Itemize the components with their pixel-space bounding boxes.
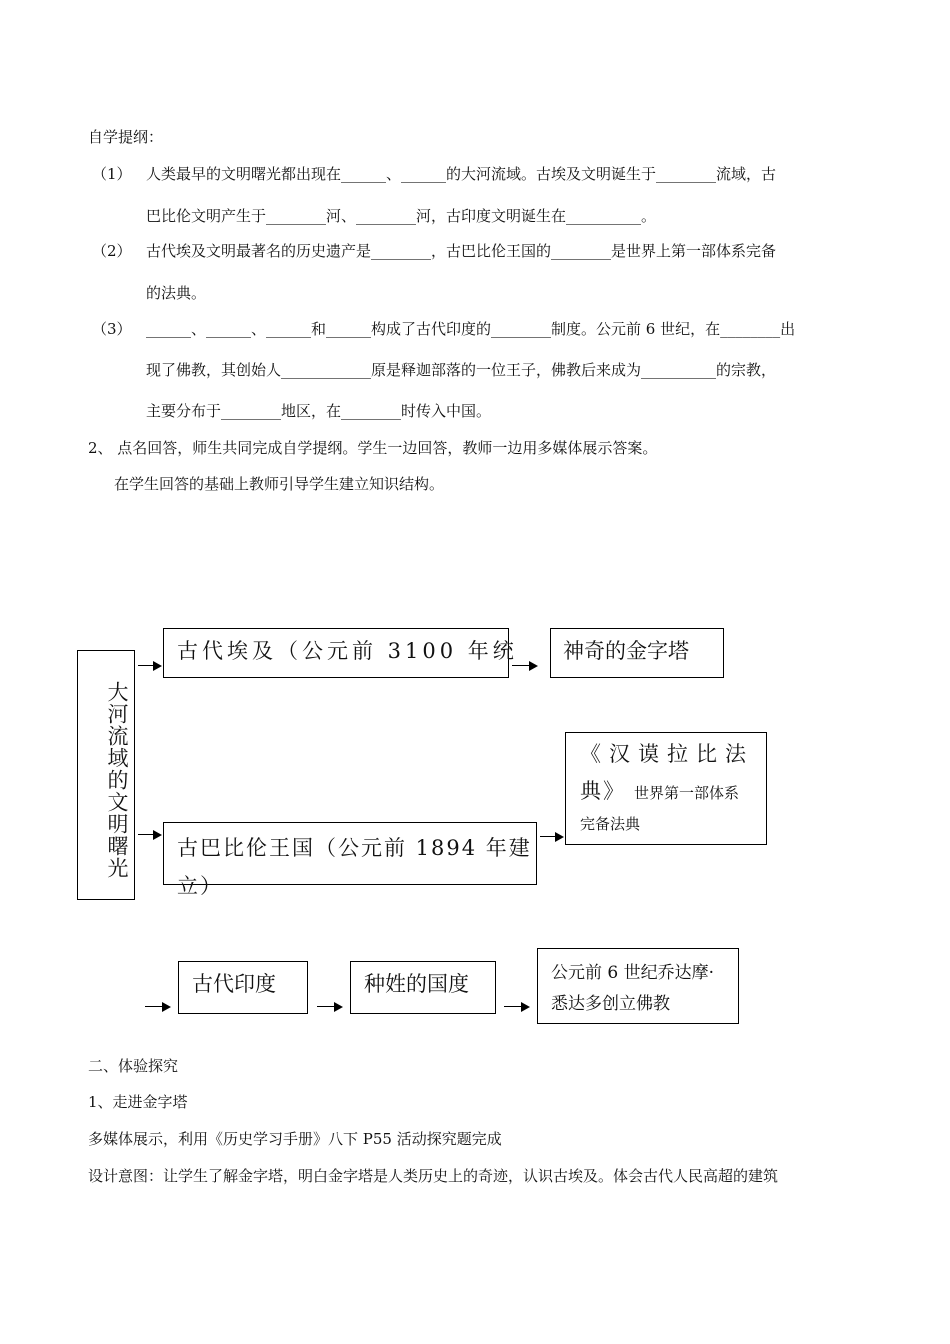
outline-heading: 自学提纲： (88, 128, 164, 146)
section-2-line-1: 多媒体展示，利用《历史学习手册》八下 P55 活动探究题完成 (88, 1130, 502, 1148)
arrow-right-icon (138, 828, 162, 842)
section-2-title: 二、体验探究 (88, 1057, 179, 1075)
pyramid-label: 神奇的金字塔 (563, 639, 689, 663)
buddhism-line-1: 公元前 6 世纪乔达摩· (551, 963, 715, 983)
arrow-right-icon (138, 659, 162, 673)
buddhism-box (537, 948, 739, 1024)
india-box (178, 961, 308, 1014)
step-2-text: 2、 点名回答，师生共同完成自学提纲。学生一边回答，教师一边用多媒体展示答案。 (88, 439, 658, 457)
india-label: 古代印度 (192, 972, 276, 996)
arrow-right-icon (317, 1000, 343, 1014)
root-box (77, 650, 135, 900)
outline-item-2-line-2: 的法典。 (146, 284, 207, 302)
buddhism-line-2: 悉达多创立佛教 (551, 994, 670, 1014)
outline-item-3-line-2: 现了佛教，其创始人____________原是释迦部落的一位王子，佛教后来成为__________的宗教， (146, 361, 777, 379)
babylon-label: 古巴比伦王国（公元前 1894 年建立） (177, 836, 532, 898)
babylon-box (163, 822, 537, 898)
hammurabi-desc-2: 完备法典 (580, 815, 641, 833)
hammurabi-desc-1: 世界第一部体系 (634, 784, 740, 802)
hammurabi-title-2: 典》 (580, 779, 626, 803)
step-2-subtext: 在学生回答的基础上教师引导学生建立知识结构。 (114, 475, 445, 493)
item-number: （2） (92, 242, 132, 260)
hammurabi-title-1: 《汉谟拉比法 (580, 742, 754, 766)
hammurabi-box (565, 732, 767, 845)
section-2-subtitle: 1、走进金字塔 (88, 1093, 188, 1111)
arrow-right-icon (540, 830, 564, 844)
item-number: （3） (92, 320, 132, 338)
root-label: 大河流域的文明曙光 (105, 681, 129, 879)
outline-item-3-line-1: ______、______、______和______构成了古代印度的________制度。公元前 6 世纪，在________出 (146, 320, 796, 338)
arrow-right-icon (512, 659, 538, 673)
item-number: （1） (92, 165, 132, 183)
arrow-right-icon (504, 1000, 530, 1014)
section-2-line-2: 设计意图：让学生了解金字塔，明白金字塔是人类历史上的奇迹，认识古埃及。体会古代人民高超的建筑 (88, 1167, 779, 1185)
pyramid-box (550, 628, 724, 678)
egypt-label: 古代埃及（公元前 3100 年统 (177, 639, 518, 663)
outline-item-1-line-1: 人类最早的文明曙光都出现在______、______的大河流域。古埃及文明诞生于________流域，古 (146, 165, 777, 183)
outline-item-1-line-2: 巴比伦文明产生于________河、________河，古印度文明诞生在__________。 (146, 207, 657, 225)
outline-item-3-line-3: 主要分布于________地区，在________时传入中国。 (146, 402, 492, 420)
egypt-box (163, 628, 518, 678)
caste-box (350, 961, 496, 1014)
arrow-right-icon (145, 1000, 171, 1014)
outline-item-2-line-1: 古代埃及文明最著名的历史遗产是________，古巴比伦王国的________是世界上第一部体系完备 (146, 242, 777, 260)
caste-label: 种姓的国度 (364, 972, 469, 996)
